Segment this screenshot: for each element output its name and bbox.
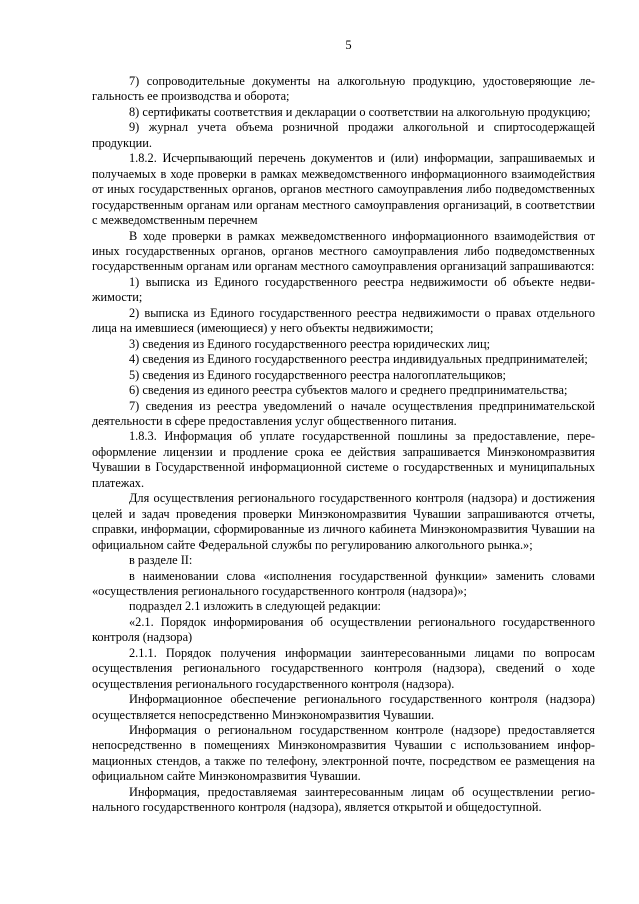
paragraph: 6) сведения из единого реестра субъектов малого и среднего предпринимательства; — [129, 383, 568, 398]
paragraph: Информационное обеспечение регионального государственного контроля (надзора) осуществляется непосредственно Минэкономразвития Чувашии. — [92, 692, 595, 722]
paragraph: 7) сведения из реестра уведомлений о начале осуществления предпринимательской деятельности в сфере предоставления услуг общественного питания. — [92, 398, 595, 428]
paragraph: 1.8.2. Исчерпывающий перечень документов и (или) информации, запрашиваемых и получаемых в ходе проверки в рамках межведомственного информационного взаимодействия от иных государственных органов, органов местного самоуправления либо подведомственных государственным органам или органам местного самоуправления организаций, в соответствии с межведомственным перечнем — [92, 151, 595, 228]
paragraph: 1) выписка из Единого государственного реестра недвижимости об объекте недвижимости; — [92, 274, 595, 305]
paragraph: Информация, предоставляемая заинтересованным лицам об осуществлении регионального государственного контроля (надзора), является открытой и общедоступной. — [92, 784, 595, 815]
paragraph: 5) сведения из Единого государственного реестра налогоплательщиков; — [129, 367, 506, 382]
paragraph: 2) выписка из Единого государственного реестра недвижимости о правах отдельного лица на имевшиеся (имеющиеся) у него объекты недвижимости; — [92, 305, 595, 336]
paragraph: 7) сопроводительные документы на алкогольную продукцию, удостоверяющие легальность ее производства и оборота; — [92, 74, 595, 104]
paragraph: 3) сведения из Единого государственного реестра юридических лиц; — [129, 336, 491, 351]
paragraph: Информация о региональном государственном контроле (надзоре) предоставляется непосредственно в помещениях Минэкономразвития Чувашии с использованием информационных стендов, а также по телефону, электронной почте, посредством ее размещения на официальном сайте Минэкономразвития Чувашии. — [92, 723, 595, 784]
paragraph: 2.1.1. Порядок получения информации заинтересованными лицами по вопросам осуществления регионального государственного контроля (надзора), сведений о ходе осуществления регионального государственного контроля (надзора). — [92, 645, 595, 691]
paragraph: подраздел 2.1 изложить в следующей редакции: — [129, 599, 381, 614]
paragraph: в наименовании слова «исполнения государственной функции» заменить словами «осуществления регионального государственного контроля (надзора)»; — [92, 568, 595, 598]
paragraph: 4) сведения из Единого государственного реестра индивидуальных предпринимателей; — [129, 352, 588, 367]
page-number: 5 — [345, 38, 352, 52]
paragraph: «2.1. Порядок информирования об осуществлении регионального государственного контроля (надзора) — [92, 614, 595, 645]
paragraph: 8) сертификаты соответствия и декларации о соответствии на алкогольную продукцию; — [129, 104, 591, 119]
paragraph: Для осуществления регионального государственного контроля (надзора) и достижения целей и задач проведения проверки Минэкономразвития Чувашии запрашиваются отчеты, справки, информации, сформированные из личного кабинета Минэкономразвития Чувашии на официальном сайте Федеральной службы по регулированию алкогольного рынка.»; — [92, 491, 595, 552]
document-body — [92, 74, 595, 816]
paragraph: В ходе проверки в рамках межведомственного информационного взаимодействия от иных государственных органов, органов местного самоуправления либо подведомственных государственным органам или органам местного самоуправления организаций запрашиваются: — [92, 228, 595, 274]
paragraph: 1.8.3. Информация об уплате государственной пошлины за предоставление, переоформление лицензии и продление срока ее действия запрашивается Минэкономразвития Чувашии в Государственной информационной системе о государственных и муниципальных платежах. — [92, 429, 595, 490]
paragraph: 9) журнал учета объема розничной продажи алкогольной и спиртосодержащей продукции. — [92, 120, 595, 150]
paragraph: в разделе II: — [129, 553, 193, 568]
